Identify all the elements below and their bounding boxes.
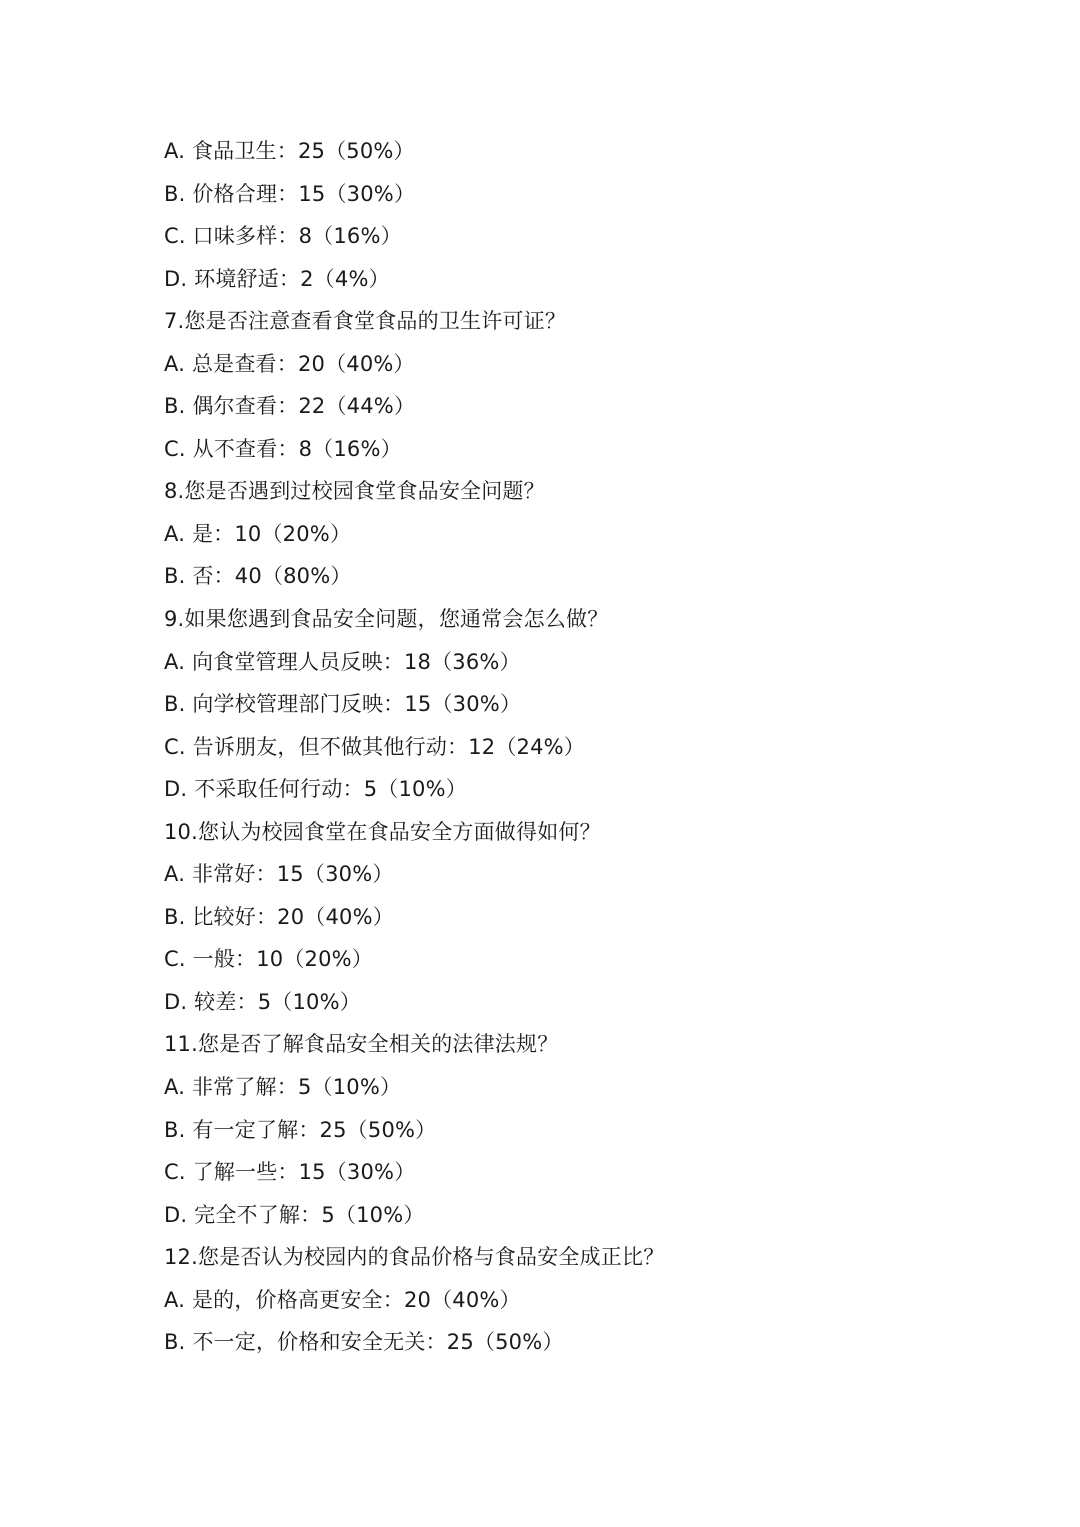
answer-option: C. 从不查看：8（16%） bbox=[164, 436, 402, 461]
answer-option: B. 偶尔查看：22（44%） bbox=[164, 394, 416, 419]
answer-option: B. 有一定了解：25（50%） bbox=[164, 1117, 437, 1142]
answer-option: D. 完全不了解：5（10%） bbox=[164, 1202, 425, 1227]
document-body bbox=[164, 130, 1024, 1364]
answer-option: D. 不采取任何行动：5（10%） bbox=[164, 777, 467, 802]
answer-option: C. 了解一些：15（30%） bbox=[164, 1160, 416, 1185]
question-10: 10.您认为校园食堂在食品安全方面做得如何？ bbox=[164, 819, 601, 844]
answer-option: B. 比较好：20（40%） bbox=[164, 904, 394, 929]
answer-option: B. 向学校管理部门反映：15（30%） bbox=[164, 692, 522, 717]
answer-option: A. 是的，价格高更安全：20（40%） bbox=[164, 1287, 521, 1312]
answer-option: A. 食品卫生：25（50%） bbox=[164, 139, 415, 163]
question-12: 12.您是否认为校园内的食品价格与食品安全成正比？ bbox=[164, 1245, 665, 1270]
answer-option: D. 环境舒适：2（4%） bbox=[164, 266, 390, 291]
question-11: 11.您是否了解食品安全相关的法律法规？ bbox=[164, 1032, 559, 1057]
question-8: 8.您是否遇到过校园食堂食品安全问题？ bbox=[164, 479, 545, 504]
answer-option: A. 非常好：15（30%） bbox=[164, 862, 394, 887]
answer-option: A. 非常了解：5（10%） bbox=[164, 1075, 402, 1100]
answer-option: A. 总是查看：20（40%） bbox=[164, 351, 415, 376]
question-7: 7.您是否注意查看食堂食品的卫生许可证？ bbox=[164, 309, 567, 334]
answer-option: A. 向食堂管理人员反映：18（36%） bbox=[164, 649, 521, 674]
answer-option: B. 价格合理：15（30%） bbox=[164, 181, 416, 206]
answer-option: D. 较差：5（10%） bbox=[164, 989, 361, 1014]
answer-option: B. 否：40（80%） bbox=[164, 564, 352, 589]
answer-option: C. 告诉朋友，但不做其他行动：12（24%） bbox=[164, 734, 586, 759]
answer-option: C. 一般：10（20%） bbox=[164, 947, 374, 972]
question-9: 9.如果您遇到食品安全问题，您通常会怎么做？ bbox=[164, 607, 609, 632]
answer-option: C. 口味多样：8（16%） bbox=[164, 224, 402, 249]
answer-option: B. 不一定，价格和安全无关：25（50%） bbox=[164, 1330, 564, 1355]
answer-option: A. 是：10（20%） bbox=[164, 521, 352, 546]
